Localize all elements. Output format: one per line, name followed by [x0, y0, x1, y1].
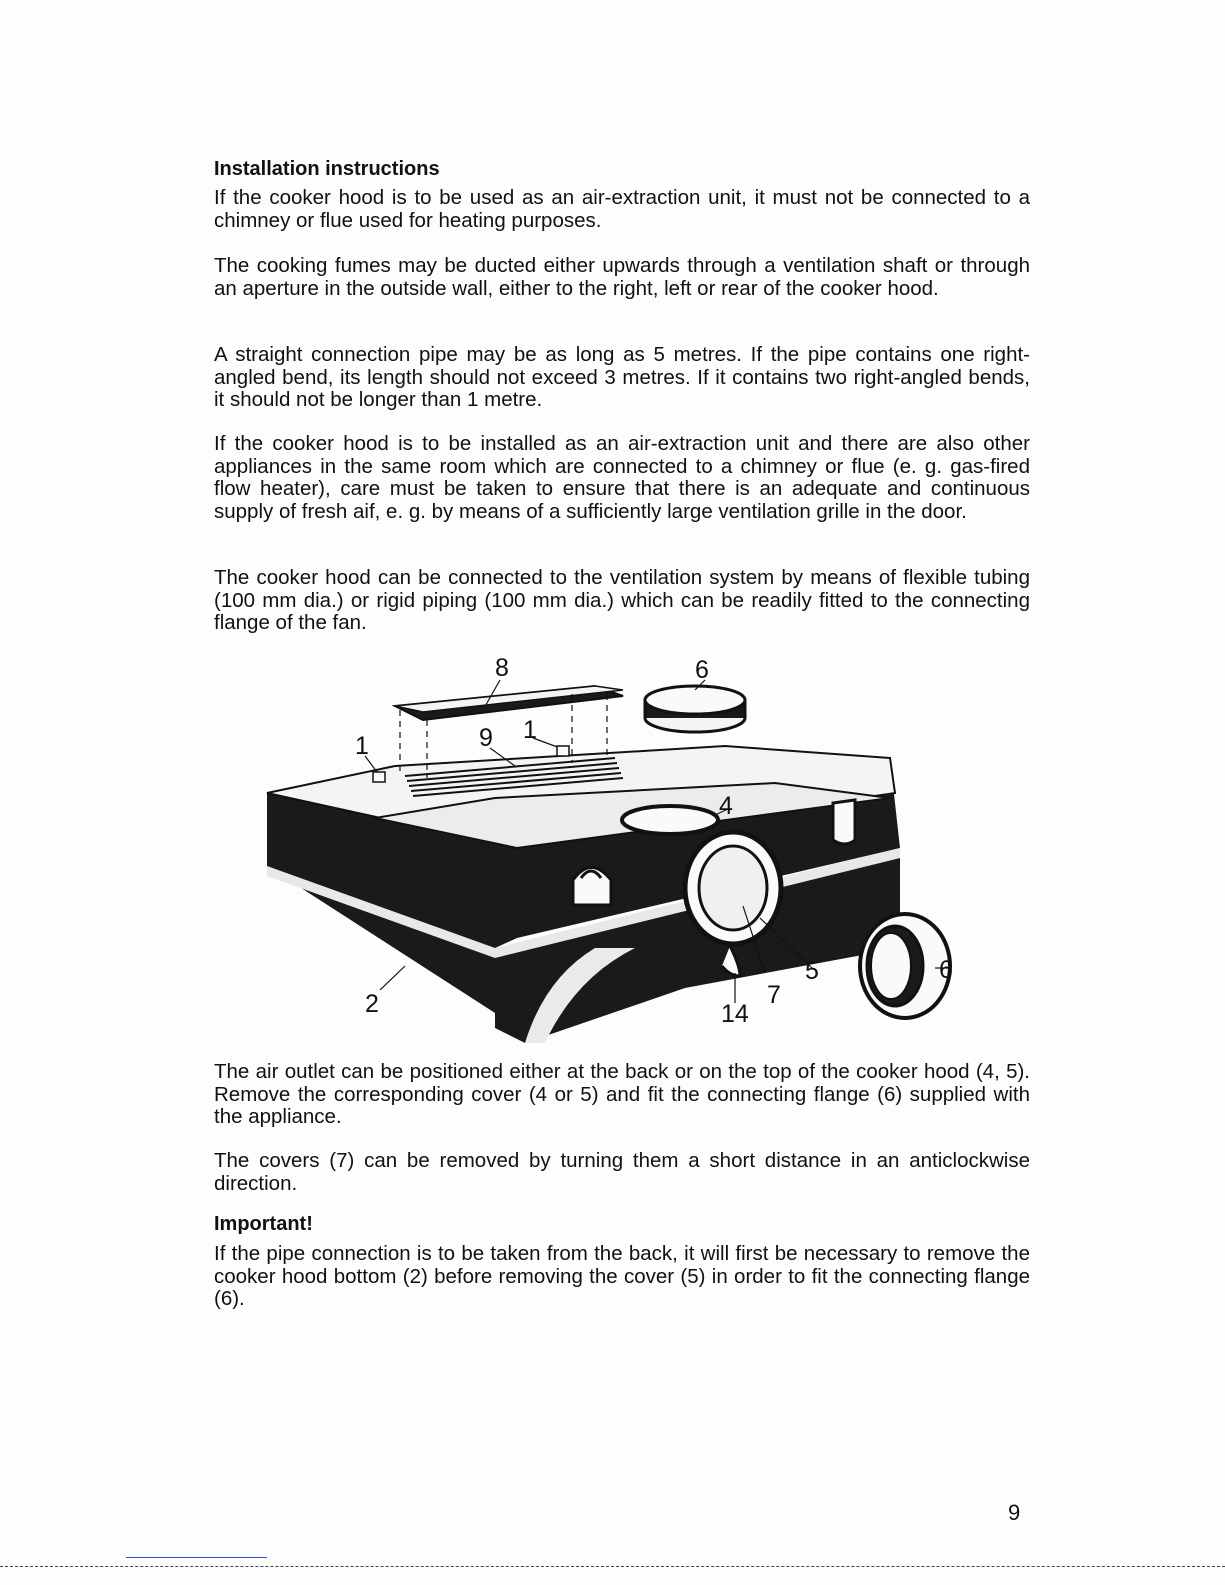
page-number: 9 [1008, 1500, 1021, 1525]
paragraph-6: The air outlet can be positioned either at the back or on the top of the cooker hood (4, 5). Remove the corresponding cover (4 or 5) and fit the connecting flange (6) supplied with the appliance. [214, 1060, 1030, 1128]
cooker-hood-illustration [255, 648, 985, 1048]
callout-1-mid: 1 [523, 716, 537, 744]
important-paragraph: If the pipe connection is to be taken from the back, it will first be necessary to remove the cooker hood bottom (2) before removing the cover (5) in order to fit the connecting flange (6). [214, 1242, 1030, 1310]
installation-heading: Installation instructions [214, 158, 440, 180]
side-bracket [833, 800, 855, 844]
important-heading: Important! [214, 1213, 313, 1235]
section-heading [214, 158, 1030, 181]
tab-1-left [373, 772, 385, 782]
tab-1-mid [557, 746, 569, 756]
top-outlet-cover-4 [622, 806, 718, 834]
callout-1-left: 1 [355, 732, 369, 760]
callout-7: 7 [767, 981, 781, 1009]
paragraph-4: If the cooker hood is to be installed as an air-extraction unit and there are also other appliances in the same room which are connected to a chimney or flue (e. g. gas-fired flow heater), care must be taken to ensure that there is an adequate and continuous supply of fresh aif, e. g. by means of a sufficiently large ventilation grille in the door. [214, 432, 1030, 523]
callout-9: 9 [479, 724, 493, 752]
paragraph-1: If the cooker hood is to be used as an air-extraction unit, it must not be connected to a chimney or flue used for heating purposes. [214, 186, 1030, 232]
paragraph-3: A straight connection pipe may be as long as 5 metres. If the pipe contains one right-angled bend, its length should not exceed 3 metres. If it contains two right-angled bends, it should not be longer than 1 metre. [214, 343, 1030, 411]
callout-2: 2 [365, 990, 379, 1018]
callout-8: 8 [495, 654, 509, 682]
callout-14: 14 [721, 1000, 749, 1028]
callout-4: 4 [719, 792, 733, 820]
bottom-underline [126, 1557, 267, 1558]
important-heading-wrap [214, 1213, 1030, 1236]
side-outlet-cover-7 [699, 846, 767, 930]
callout-5: 5 [805, 957, 819, 985]
paragraph-5: The cooker hood can be connected to the ventilation system by means of flexible tubing (100 mm dia.) or rigid piping (100 mm dia.) which can be readily fitted to the connecting flange of the fan. [214, 566, 1030, 634]
paragraph-2: The cooking fumes may be ducted either upwards through a ventilation shaft or through an aperture in the outside wall, either to the right, left or rear of the cooker hood. [214, 254, 1030, 300]
paragraph-7: The covers (7) can be removed by turning them a short distance in an anticlockwise direction. [214, 1149, 1030, 1195]
connecting-flange-side-6 [860, 914, 950, 1018]
callout-6-top: 6 [695, 656, 709, 684]
connecting-flange-top-6 [645, 686, 745, 732]
cooker-hood-diagram [255, 648, 985, 1048]
bottom-dashed-line [0, 1566, 1225, 1567]
power-cable [573, 868, 611, 906]
callout-6-right: 6 [939, 956, 953, 984]
